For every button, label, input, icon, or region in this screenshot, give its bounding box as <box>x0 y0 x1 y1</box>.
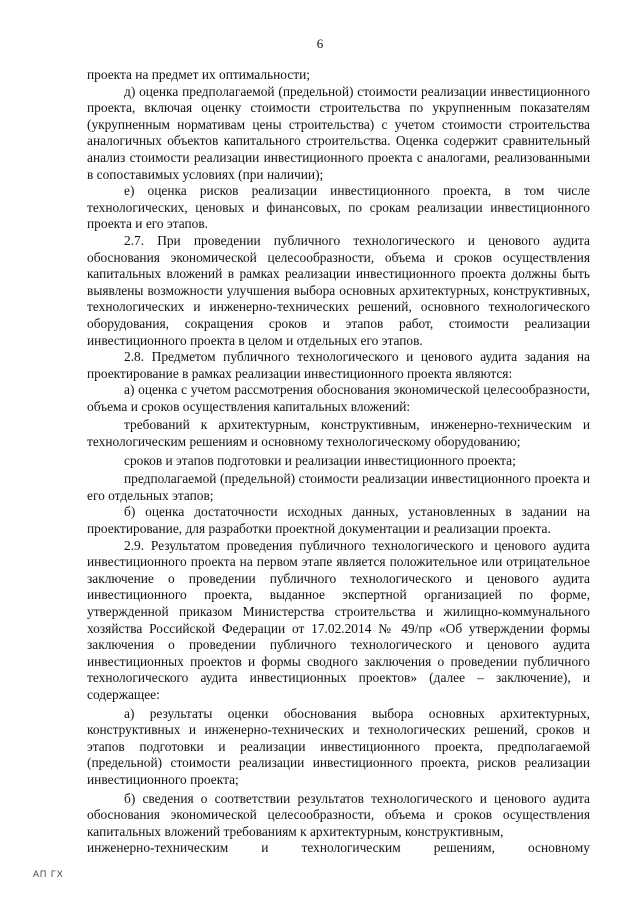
last-line-word: технологическим <box>301 840 401 856</box>
last-line-word: инженерно-техническим <box>87 840 229 856</box>
paragraph-3: 2.7. При проведении публичного технологического и ценового аудита обоснования экономической целесообразности, объема и сроков осуществления капитальных вложений в рамках реализации инвестиционного проекта должны быть выявлены возможности улучшения выбора основных архитектурных, конструктивных, технологических и инженерно-технических решений, основного технологического оборудования, сокращения сроков и этапов работ, стоимости реализации инвестиционного проекта в целом и отдельных его этапов. <box>87 232 590 348</box>
paragraph-6: требований к архитектурным, конструктивным, инженерно-техническим и технологическим решениям и основному технологическому оборудованию; <box>87 417 590 450</box>
document-body <box>87 67 590 857</box>
paragraph-5: а) оценка с учетом рассмотрения обоснования экономической целесообразности, объема и сроков осуществления капитальных вложений: <box>87 382 590 414</box>
last-line-word: основному <box>528 840 590 856</box>
last-line-word: и <box>261 840 269 856</box>
paragraph-0: проекта на предмет их оптимальности; <box>87 67 311 82</box>
paragraph-2: е) оценка рисков реализации инвестиционного проекта, в том числе технологических, ценовых и финансовых, по срокам реализации инвестиционного проекта и его этапов. <box>87 183 590 232</box>
paragraph-11: а) результаты оценки обоснования выбора основных архитектурных, конструктивных и инженерно-технических и технологических решений, сроков и этапов подготовки и реализации инвестиционного проекта, предполагаемой (предельной) стоимости реализации инвестиционного проекта, рисков реализации инвестиционного проекта; <box>87 705 590 787</box>
paragraph-8: предполагаемой (предельной) стоимости реализации инвестиционного проекта и его отдельных этапов; <box>87 471 590 503</box>
paragraph-9: б) оценка достаточности исходных данных, установленных в задании на проектирование, для разработки проектной документации и реализации проекта. <box>87 504 590 537</box>
paragraph-12: б) сведения о соответствии результатов технологического и ценового аудита обоснования экономической целесообразности, объема и сроков осуществления капитальных вложений требованиям к архитектурным, конструктивным, <box>87 790 590 839</box>
paragraph-4: 2.8. Предметом публичного технологического и ценового аудита задания на проектирование в рамках реализации инвестиционного проекта являются: <box>87 349 590 381</box>
paragraph-1: д) оценка предполагаемой (предельной) стоимости реализации инвестиционного проекта, включая оценку стоимости строительства по укрупненным показателям (укрупненным нормативам цены строительства) с учетом стоимости строительства аналогичных объектов капитального строительства. Оценка содержит сравнительный анализ стоимости реализации инвестиционного проекта с аналогами, реализованными в сопоставимых условиях (при наличии); <box>87 83 590 182</box>
page-number: 6 <box>316 36 324 51</box>
last-line-word: решениям, <box>433 840 495 856</box>
paragraph-10: 2.9. Результатом проведения публичного технологического и ценового аудита инвестиционного проекта на первом этапе является положительное или отрицательное заключение о проведении публичного технологического и ценового аудита инвестиционного проекта, выданное экспертной организацией по форме, утвержденной приказом Министерства строительства и жилищно-коммунального хозяйства Российской Федерации от 17.02.2014 № 49/пр «Об утверждении формы заключения о проведении публичного технологического и ценового аудита инвестиционных проектов и формы сводного заключения о проведении публичного технологического аудита инвестиционных проектов» (далее – заключение), и содержащее: <box>87 537 590 702</box>
paragraph-12-last-line <box>87 840 590 857</box>
paragraph-7: сроков и этапов подготовки и реализации инвестиционного проекта; <box>124 452 516 468</box>
footer-mark: АП ГХ <box>33 869 64 879</box>
